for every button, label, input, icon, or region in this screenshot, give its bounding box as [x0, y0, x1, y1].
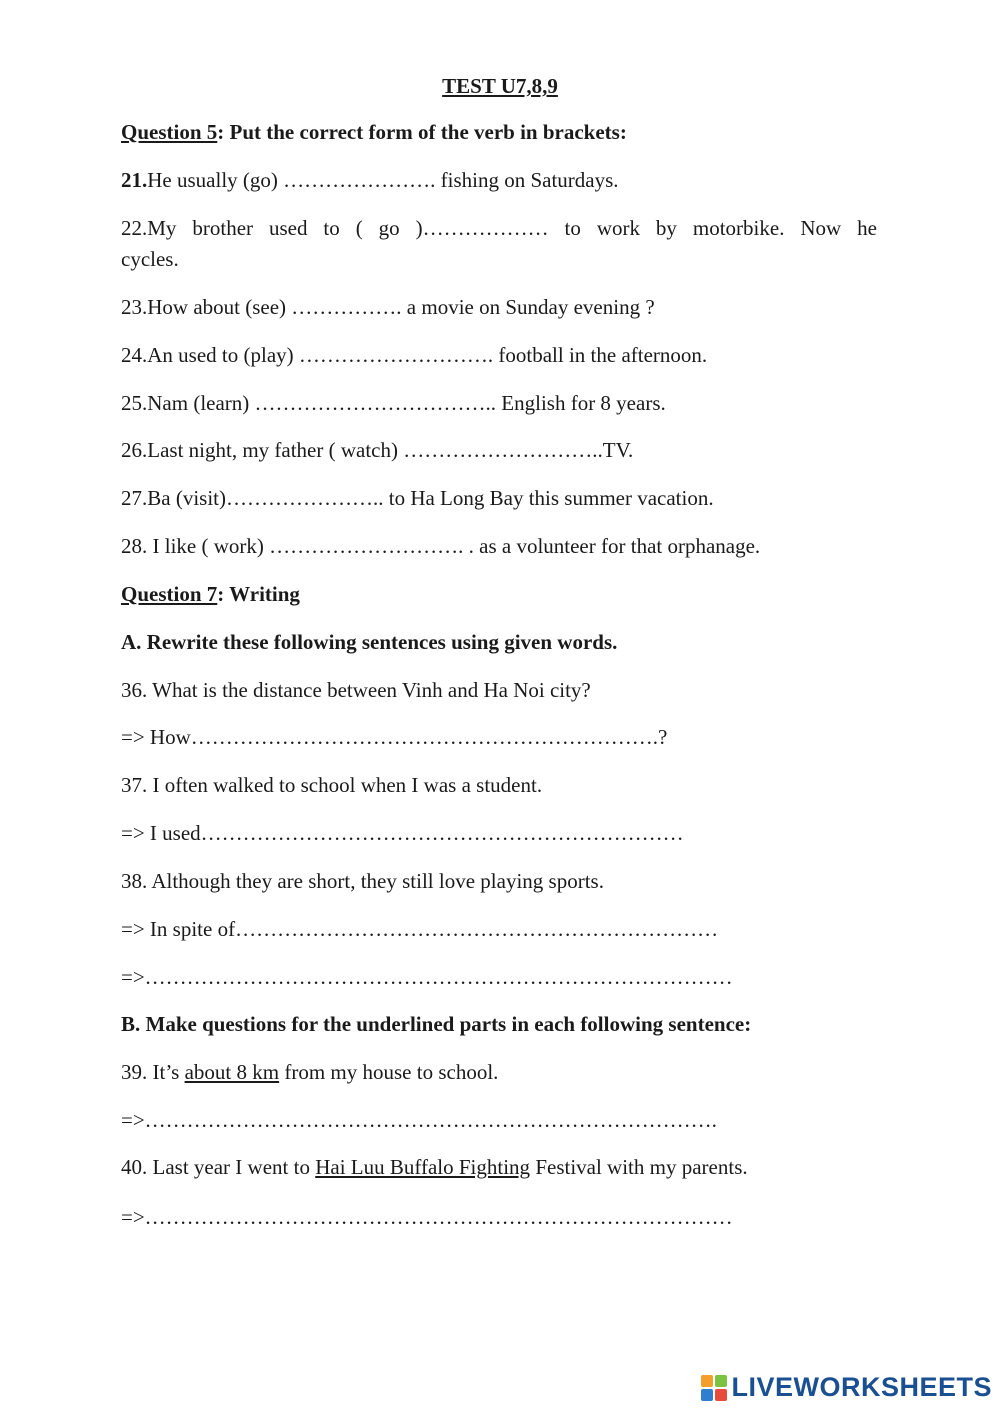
answer-38-line-2[interactable]: =>………………………………………………………………………… [121, 965, 733, 989]
question-24: 24.An used to (play) ………………………. football in the afternoon. [121, 343, 708, 367]
answer-38-line[interactable]: => In spite of…………………………………………………………… [121, 917, 719, 941]
question-21 [121, 166, 877, 195]
question-28: 28. I like ( work) ………………………. . as a volunteer for that orphanage. [121, 534, 761, 558]
question-40-underlined: Hai Luu Buffalo Fighting [315, 1155, 531, 1179]
question-36: 36. What is the distance between Vinh and Ha Noi city? [121, 678, 591, 702]
page-title: TEST U7,8,9 [442, 74, 558, 98]
part-a-heading: A. Rewrite these following sentences using given words. [121, 630, 618, 654]
question-25: 25.Nam (learn) …………………………….. English for 8 years. [121, 391, 666, 415]
logo-square-3 [701, 1389, 713, 1401]
question-5-label: Question 5 [121, 120, 218, 144]
answer-40-line[interactable]: =>………………………………………………………………………… [121, 1205, 733, 1229]
question-22-line-2: cycles. [121, 247, 179, 271]
question-38: 38. Although they are short, they still love playing sports. [121, 869, 604, 893]
question-23: 23.How about (see) ……………. a movie on Sunday evening ? [121, 295, 655, 319]
question-39-post: from my house to school. [279, 1060, 499, 1084]
answer-37-line[interactable]: => I used…………………………………………………………… [121, 821, 684, 845]
part-b-heading: B. Make questions for the underlined parts in each following sentence: [121, 1012, 752, 1036]
question-40 [121, 1153, 877, 1182]
question-39-underlined: about 8 km [184, 1060, 280, 1084]
liveworksheets-logo [701, 1373, 992, 1403]
question-22-line-1: 22.My brother used to ( go )……………… to work by motorbike. Now he [121, 216, 877, 240]
question-21-number: 21. [121, 168, 148, 192]
question-27: 27.Ba (visit)………………….. to Ha Long Bay this summer vacation. [121, 486, 714, 510]
question-5-heading [121, 118, 877, 147]
question-26: 26.Last night, my father ( watch) ………………………..TV. [121, 438, 634, 462]
question-40-post: Festival with my parents. [530, 1155, 748, 1179]
question-7-heading [121, 580, 877, 609]
question-5-instruction: : Put the correct form of the verb in brackets: [217, 120, 627, 144]
logo-mark-icon [701, 1375, 727, 1401]
question-37: 37. I often walked to school when I was a student. [121, 773, 543, 797]
answer-36-line[interactable]: => How………………………………………………………….? [121, 725, 668, 749]
question-40-pre: 40. Last year I went to [121, 1155, 316, 1179]
question-22 [121, 213, 877, 275]
question-7-rest: : Writing [217, 582, 300, 606]
logo-text: LIVEWORKSHEETS [731, 1372, 992, 1403]
question-21-text: He usually (go) …………………. fishing on Saturdays. [147, 168, 619, 192]
question-39 [121, 1058, 877, 1087]
question-7-label: Question 7 [121, 582, 218, 606]
logo-square-2 [715, 1375, 727, 1387]
question-39-pre: 39. It’s [121, 1060, 185, 1084]
logo-square-4 [715, 1389, 727, 1401]
answer-39-line[interactable]: =>………………………………………………………………………. [121, 1108, 717, 1132]
logo-square-1 [701, 1375, 713, 1387]
